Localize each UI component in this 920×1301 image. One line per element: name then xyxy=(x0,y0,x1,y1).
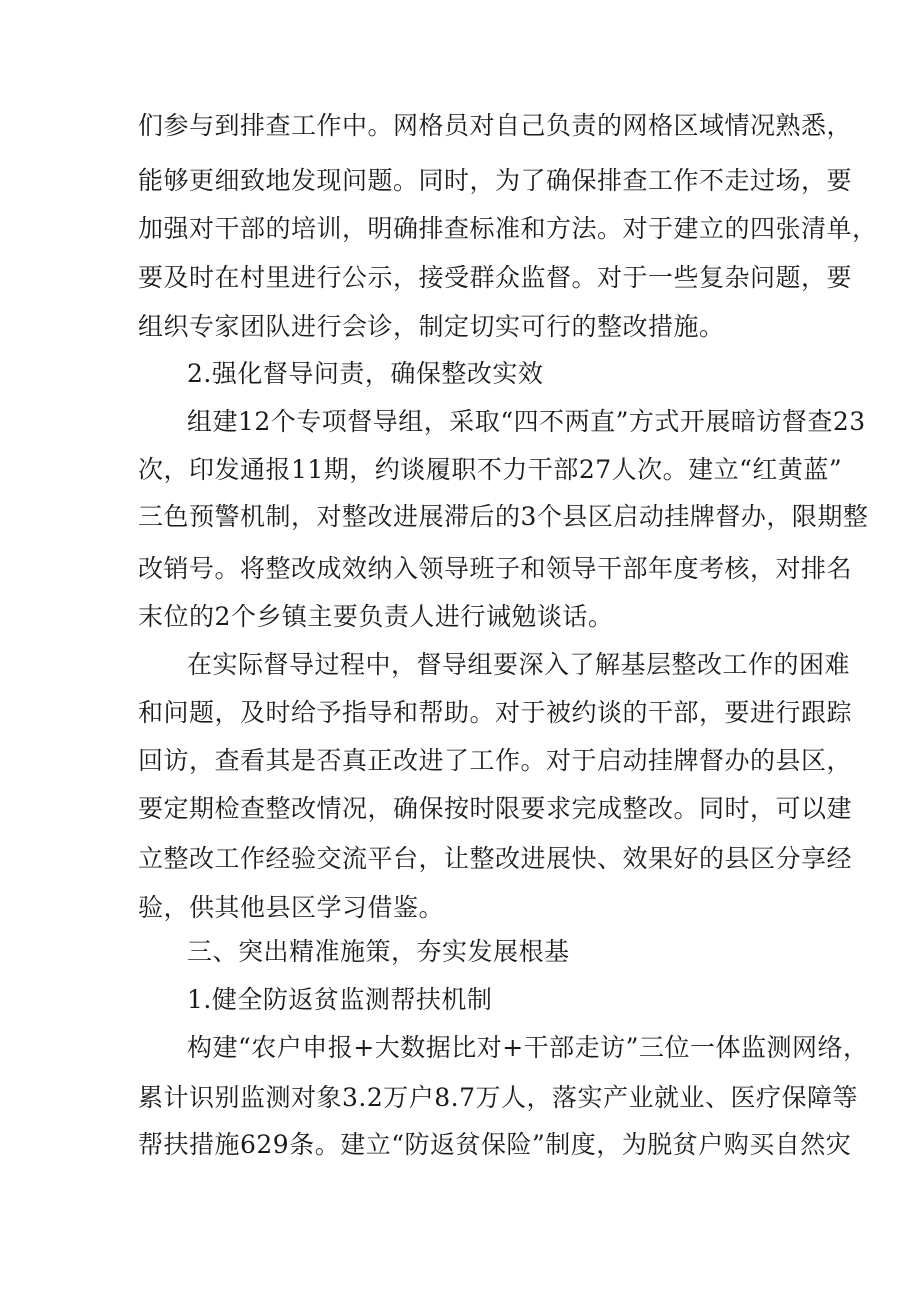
body-text-line: 要定期检查整改情况，确保按时限要求完成整改。同时，可以建 xyxy=(138,794,853,823)
body-text-line: 回访，查看其是否真正改进了工作。对于启动挂牌督办的县区， xyxy=(138,746,853,775)
body-text-line: 构建“农户申报+大数据比对+干部走访”三位一体监测网络， xyxy=(187,1033,869,1062)
body-text-line: 组建12个专项督导组，采取“四不两直”方式开展暗访督查23 xyxy=(187,407,866,436)
body-text-line: 加强对干部的培训，明确排查标准和方法。对于建立的四张清单， xyxy=(138,214,878,243)
body-text-line: 和问题，及时给予指导和帮助。对于被约谈的干部，要进行跟踪 xyxy=(138,698,853,727)
body-text-line: 验，供其他县区学习借鉴。 xyxy=(138,893,445,922)
body-text-line: 在实际督导过程中，督导组要深入了解基层整改工作的困难 xyxy=(187,650,851,679)
body-text-line: 帮扶措施629条。建立“防返贫保险”制度，为脱贫户购买自然灾 xyxy=(138,1130,852,1159)
body-text-line: 要及时在村里进行公示，接受群众监督。对于一些复杂问题，要 xyxy=(138,263,853,292)
body-text-line: 末位的2个乡镇主要负责人进行诫勉谈话。 xyxy=(138,602,614,631)
body-text-line: 累计识别监测对象3.2万户8.7万人，落实产业就业、医疗保障等 xyxy=(138,1083,859,1112)
body-text-line: 立整改工作经验交流平台，让整改进展快、效果好的县区分享经 xyxy=(138,844,853,873)
subsection-heading: 1.健全防返贫监测帮扶机制 xyxy=(187,985,493,1014)
body-text-line: 次，印发通报11期，约谈履职不力干部27人次。建立“红黄蓝” xyxy=(138,455,843,484)
body-text-line: 三色预警机制，对整改进展滞后的3个县区启动挂牌督办，限期整 xyxy=(138,502,869,531)
subsection-heading: 2.强化督导问责，确保整改实效 xyxy=(187,359,544,388)
body-text-line: 组织专家团队进行会诊，制定切实可行的整改措施。 xyxy=(138,312,725,341)
body-text-line: 能够更细致地发现问题。同时，为了确保排查工作不走过场，要 xyxy=(138,166,853,195)
body-text-line: 们参与到排查工作中。网格员对自己负责的网格区域情况熟悉， xyxy=(138,111,853,140)
section-heading: 三、突出精准施策，夯实发展根基 xyxy=(187,937,570,966)
body-text-line: 改销号。将整改成效纳入领导班子和领导干部年度考核，对排名 xyxy=(138,554,853,583)
